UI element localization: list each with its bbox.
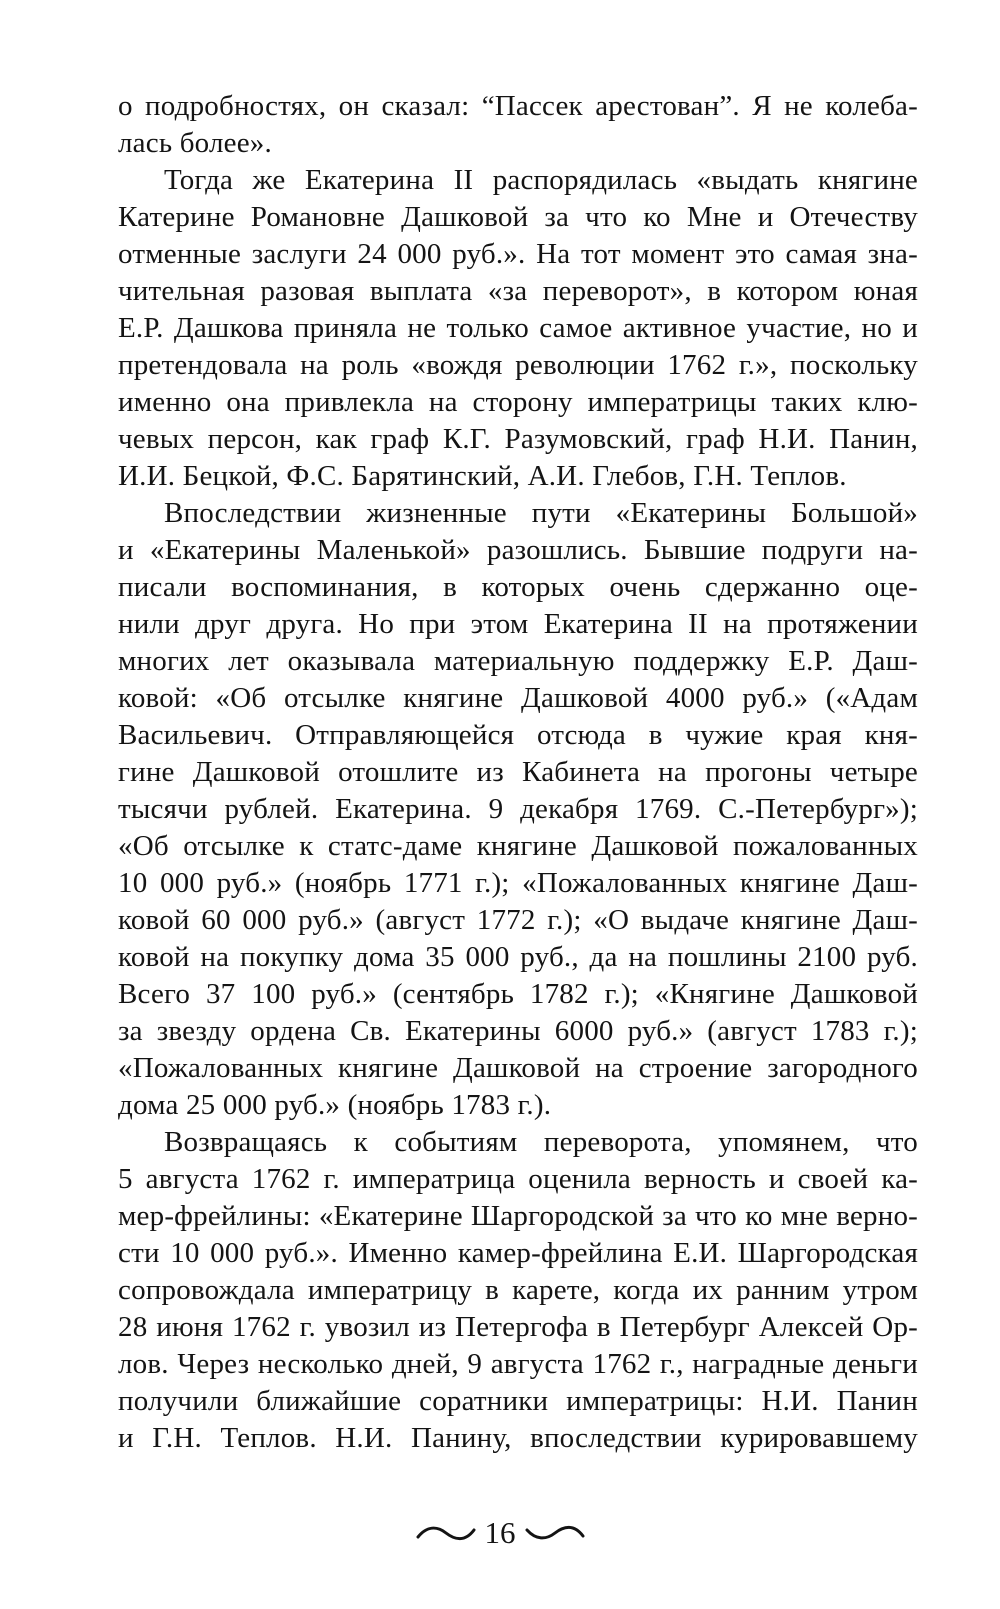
text-line: И.И. Бецкой, Ф.С. Барятинский, А.И. Глебов, Г.Н. Теплов. <box>118 460 847 492</box>
text-line: 10 000 руб.» (ноябрь 1771 г.); «Пожалованных княгине Даш- <box>118 867 918 899</box>
text-line: Васильевич. Отправляющейся отсюда в чужие края кня- <box>118 719 918 751</box>
text-line: писали воспоминания, в которых очень сдержанно оце- <box>118 571 918 603</box>
page-number: 16 <box>484 1515 516 1550</box>
text-line: многих лет оказывала материальную поддержку Е.Р. Даш- <box>118 645 918 677</box>
text-line: ковой 60 000 руб.» (август 1772 г.); «О выдаче княгине Даш- <box>118 904 918 936</box>
text-line: чительная разовая выплата «за переворот», в котором юная <box>118 275 918 307</box>
text-line: за звезду ордена Св. Екатерины 6000 руб.» (август 1783 г.); <box>118 1015 918 1047</box>
text-line: тысячи рублей. Екатерина. 9 декабря 1769. С.-Петербург»); <box>118 793 918 825</box>
text-line: именно она привлекла на сторону императрицы таких клю- <box>118 386 918 418</box>
text-line: Е.Р. Дашкова приняла не только самое активное участие, но и <box>118 312 918 344</box>
text-line: и «Екатерины Маленькой» разошлись. Бывшие подруги на- <box>118 534 918 566</box>
text-line: о подробностях, он сказал: “Пассек арестован”. Я не колеба- <box>118 90 918 122</box>
text-line: 28 июня 1762 г. увозил из Петергофа в Петербург Алексей Ор- <box>118 1311 918 1343</box>
right-swash-ornament <box>524 1522 586 1544</box>
text-line: гине Дашковой отошлите из Кабинета на прогоны четыре <box>118 756 918 788</box>
text-line: сопровождала императрицу в карете, когда их ранним утром <box>118 1274 918 1306</box>
text-line: мер-фрейлины: «Екатерине Шаргородской за что ко мне верно- <box>118 1200 918 1232</box>
text-line: Впоследствии жизненные пути «Екатерины Большой» <box>164 497 918 529</box>
text-line: отменные заслуги 24 000 руб.». На тот момент это самая зна- <box>118 238 918 270</box>
text-line: ковой на покупку дома 35 000 руб., да на пошлины 2100 руб. <box>118 941 918 973</box>
text-line: лов. Через несколько дней, 9 августа 1762 г., наградные деньги <box>118 1348 918 1380</box>
text-line: и Г.Н. Теплов. Н.И. Панину, впоследствии курировавшему <box>118 1422 918 1454</box>
text-line: сти 10 000 руб.». Именно камер-фрейлина Е.И. Шаргородская <box>118 1237 918 1269</box>
text-line: «Об отсылке к статс-даме княгине Дашковой пожалованных <box>118 830 918 862</box>
text-line: дома 25 000 руб.» (ноябрь 1783 г.). <box>118 1089 552 1121</box>
text-line: лась более». <box>118 127 272 159</box>
left-swash-ornament <box>415 1522 477 1544</box>
text-line: Катерине Романовне Дашковой за что ко Мне и Отечеству <box>118 201 918 233</box>
text-line: Возвращаясь к событиям переворота, упомянем, что <box>164 1126 918 1158</box>
text-line: чевых персон, как граф К.Г. Разумовский, граф Н.И. Панин, <box>118 423 918 455</box>
page-footer <box>0 1508 1000 1558</box>
text-line: 5 августа 1762 г. императрица оценила верность и своей ка- <box>118 1163 918 1195</box>
text-line: получили ближайшие соратники императрицы: Н.И. Панин <box>118 1385 918 1417</box>
text-line: Тогда же Екатерина II распорядилась «выдать княгине <box>164 164 918 196</box>
text-line: «Пожалованных княгине Дашковой на строение загородного <box>118 1052 918 1084</box>
text-line: ковой: «Об отсылке княгине Дашковой 4000 руб.» («Адам <box>118 682 918 714</box>
text-line: нили друг друга. Но при этом Екатерина II на протяжении <box>118 608 918 640</box>
body-text <box>118 88 918 1457</box>
text-line: претендовала на роль «вождя революции 1762 г.», поскольку <box>118 349 918 381</box>
text-line: Всего 37 100 руб.» (сентябрь 1782 г.); «Княгине Дашковой <box>118 978 918 1010</box>
